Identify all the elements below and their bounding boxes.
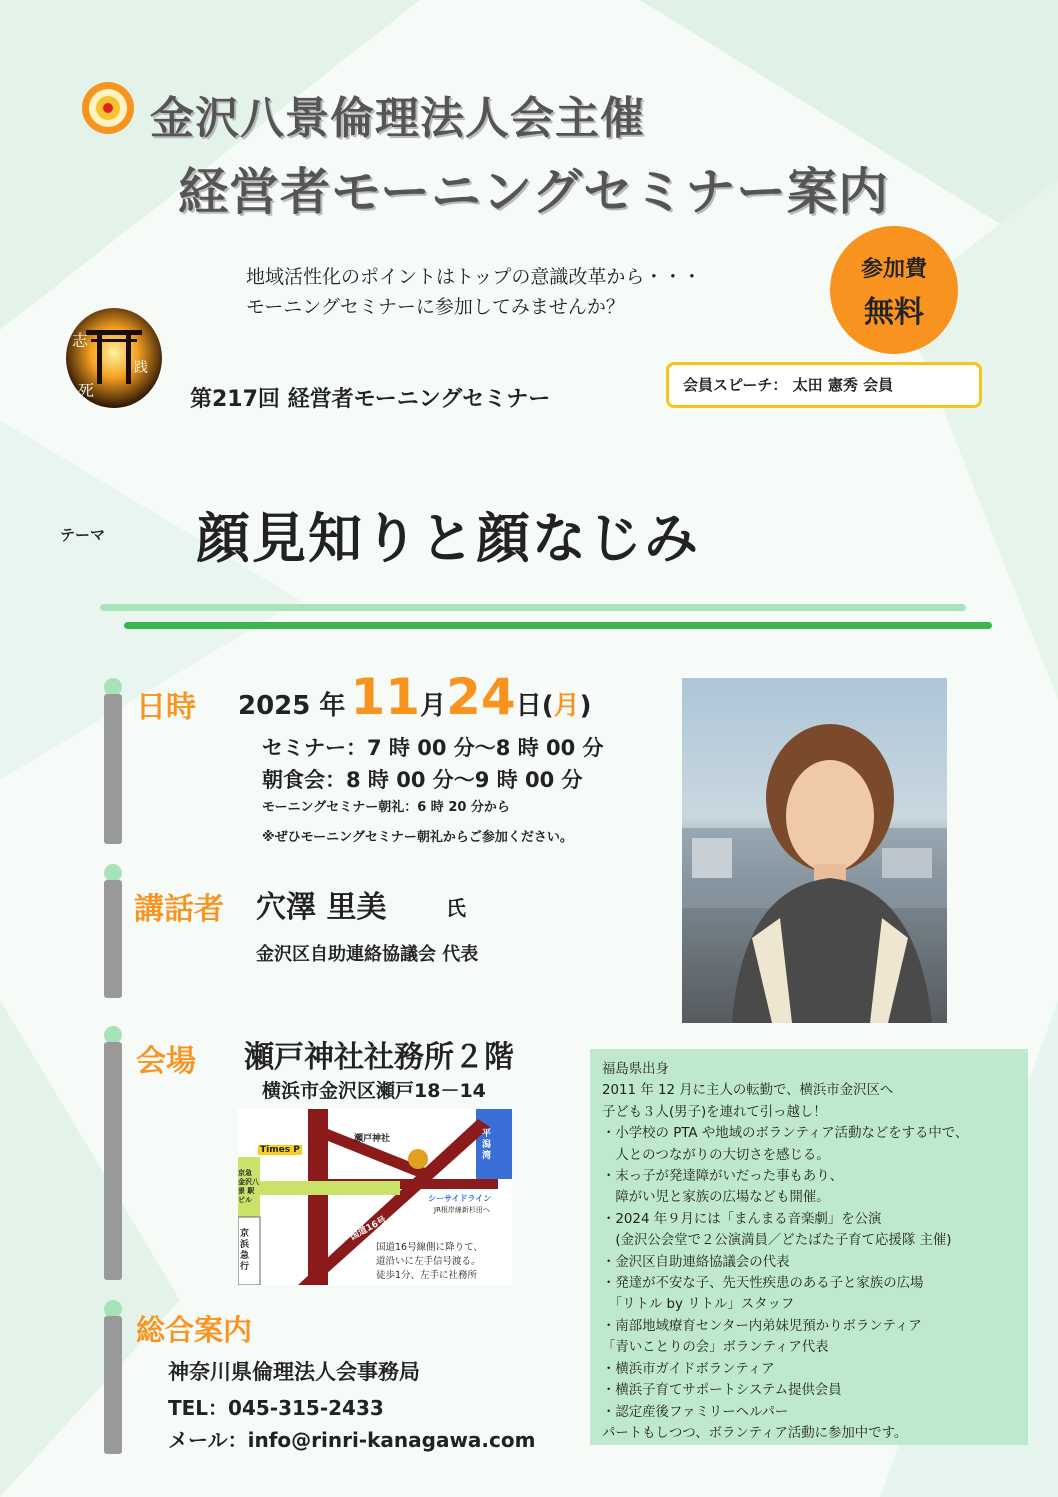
contact-email[interactable]: メール：info@rinri-kanagawa.com: [168, 1428, 536, 1452]
profile-line: 障がい児と家族の広場なども開催。: [602, 1190, 830, 1206]
organizer-title: 金沢八景倫理法人会主催: [150, 93, 645, 144]
profile-line: ・横浜市ガイドボランティア: [602, 1361, 775, 1377]
map-directions-line-3: 徒歩1分、左手に社務所: [376, 1270, 478, 1281]
event-weekday: 月: [553, 691, 580, 721]
lead-line-2: モーニングセミナーに参加してみませんか？: [246, 296, 625, 318]
section-bar: [104, 1042, 122, 1280]
profile-line: ・横浜子育てサポートシステム提供会員: [602, 1383, 842, 1399]
event-month-unit: 月: [420, 691, 447, 721]
profile-line: ・発達が不安な子、先天性疾患のある子と家族の広場: [602, 1276, 924, 1292]
seminar-time: セミナー：7 時 00 分〜8 時 00 分: [262, 736, 604, 760]
profile-line: ・末っ子が発達障がいだった事もあり、: [602, 1169, 844, 1185]
profile-line: 「リトル by リトル」スタッフ: [602, 1297, 795, 1313]
profile-line: ・認定産後ファミリーヘルパー: [602, 1404, 789, 1420]
profile-line: ・南部地域療育センター内弟妹児預かりボランティア: [602, 1318, 922, 1334]
event-day: 24: [446, 668, 516, 726]
map-jr-label: JR根岸線新杉田へ: [434, 1206, 490, 1214]
section-bar: [104, 694, 122, 844]
map-station-label: 京急 金沢八景 駅ビル: [238, 1169, 259, 1204]
svg-text:践: 践: [134, 360, 148, 376]
map-directions: [376, 1241, 483, 1283]
profile-line: ・金沢区自助連絡協議会の代表: [602, 1254, 790, 1270]
speaker-honorific: 氏: [446, 896, 466, 920]
venue-address: 横浜市金沢区瀬戸18－14: [262, 1080, 486, 1102]
event-date: [238, 668, 592, 726]
chorei-time: モーニングセミナー朝礼：6 時 20 分から: [262, 800, 510, 815]
profile-line: 「青いことりの会」ボランティア代表: [602, 1340, 829, 1356]
member-speech-box: 会員スピーチ： 太田 憲秀 会員: [666, 362, 982, 408]
venue-name: 瀬戸神社社務所２階: [244, 1040, 514, 1075]
profile-line: (金沢公会堂で２公演満員／どたばた子育て応援隊 主催): [602, 1233, 952, 1249]
theme-title: 顔見知りと顔なじみ: [196, 507, 700, 570]
divider-dark: [124, 622, 992, 629]
speaker-affiliation: 金沢区自助連絡協議会 代表: [256, 944, 479, 965]
map-times-label: Times P: [260, 1145, 300, 1155]
contact-label: 総合案内: [136, 1313, 253, 1347]
event-month: 11: [350, 668, 421, 726]
datetime-label: 日時: [136, 690, 196, 725]
contact-tel: TEL：045-315-2433: [168, 1396, 384, 1420]
profile-line: ・小学校の PTA や地域のボランティア活動などをする中で、: [602, 1126, 969, 1142]
svg-text:志: 志: [72, 331, 89, 350]
chorei-note: ※ぜひモーニングセミナー朝礼からご参加ください。: [262, 830, 573, 845]
map-hiragata-label: 平潟湾: [482, 1129, 492, 1161]
fee-label: 参加費: [860, 257, 927, 282]
profile-line: パートもしつつ、ボランティア活動に参加中です。: [602, 1425, 908, 1441]
map-shrine-label: 瀬戸神社: [354, 1134, 391, 1144]
fee-value: 無料: [864, 295, 924, 330]
map-keikyu-label: 京浜急行: [240, 1229, 250, 1272]
map-directions-line-2: 道沿いに左手信号渡る。: [376, 1256, 481, 1267]
map-directions-line-1: 国道16号線側に降りて、: [376, 1242, 483, 1253]
venue-label: 会場: [136, 1044, 196, 1079]
map-route16-label: 国道16号: [348, 1215, 389, 1243]
speaker-portrait-illustration: [682, 678, 947, 1023]
section-bar: [104, 1316, 122, 1454]
session-title: 第217回 経営者モーニングセミナー: [190, 387, 551, 412]
divider-light: [100, 604, 966, 611]
map-seaside-label: シーサイドライン: [428, 1194, 492, 1203]
theme-label: テーマ: [60, 526, 106, 544]
profile-line: 人とのつながりの大切さを感じる。: [602, 1147, 830, 1163]
breakfast-time: 朝食会：8 時 00 分〜9 時 00 分: [262, 768, 583, 792]
profile-line: 2011 年 12 月に主人の転勤で、横浜市金沢区へ: [602, 1083, 894, 1099]
contact-org: 神奈川県倫理法人会事務局: [168, 1360, 420, 1384]
event-close-paren: ): [579, 691, 592, 721]
event-day-unit: 日(: [515, 691, 554, 721]
main-title: 経営者モーニングセミナー案内: [178, 163, 889, 221]
lead-line-1: 地域活性化のポイントはトップの意識改革から・・・: [246, 266, 702, 288]
fee-badge: [830, 226, 958, 354]
speaker-photo: [682, 678, 947, 1023]
profile-line: 福島県出身: [602, 1062, 669, 1077]
speaker-label: 講話者: [134, 892, 224, 927]
speaker-name: 穴澤 里美: [256, 890, 387, 925]
profile-line: ・2024 年９月には「まんまる音楽劇」を公演: [602, 1211, 882, 1227]
section-bar: [104, 880, 122, 998]
svg-text:死: 死: [78, 381, 95, 400]
profile-line: 子ども３人(男子)を連れて引っ越し！: [602, 1104, 827, 1120]
event-year: 2025 年: [238, 691, 346, 721]
organization-emblem: [80, 80, 136, 136]
speaker-profile: [590, 1049, 1028, 1445]
torii-sunset-logo: [64, 306, 164, 410]
venue-map: [238, 1109, 512, 1285]
